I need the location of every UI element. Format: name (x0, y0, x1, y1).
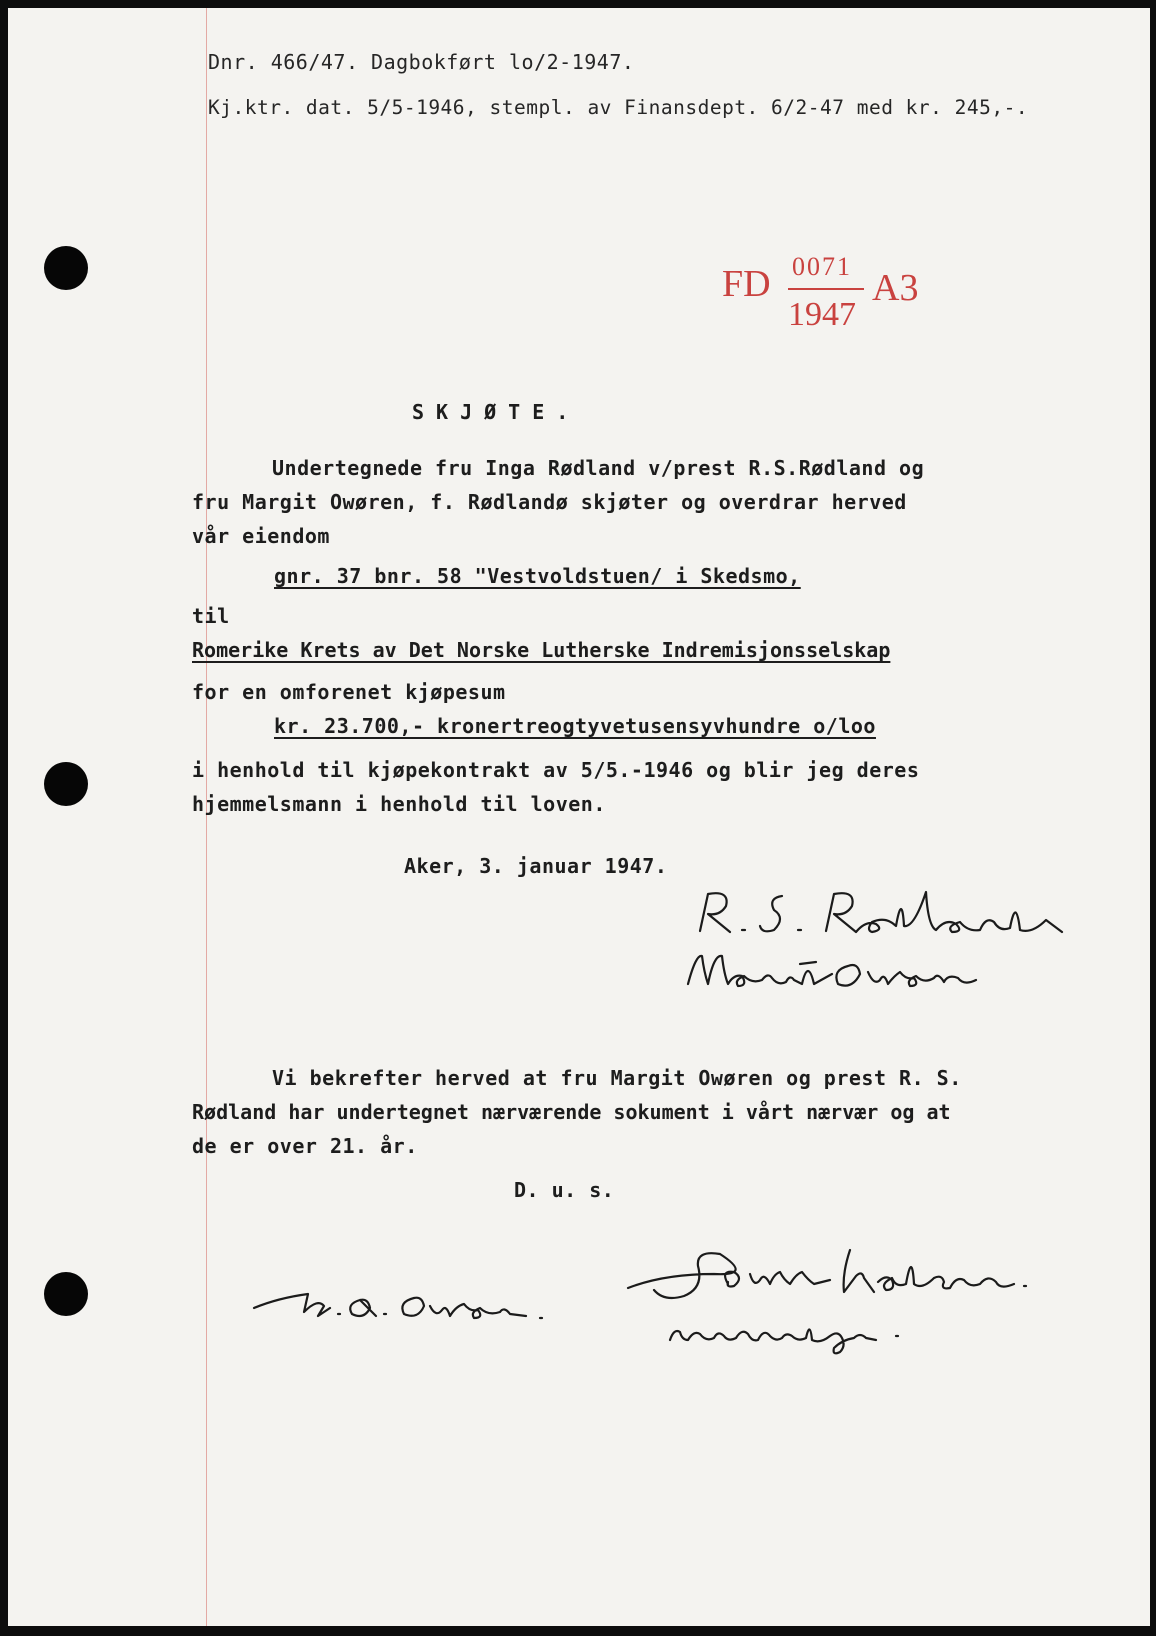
place-date: Aker, 3. januar 1947. (404, 854, 668, 878)
price-intro: for en omforenet kjøpesum (192, 680, 506, 704)
punch-hole-middle (44, 762, 88, 806)
property-designation: gnr. 37 bnr. 58 "Vestvoldstuen/ i Skedsmo, (274, 564, 801, 588)
para2-line2: hjemmelsmann i henhold til loven. (192, 792, 606, 816)
to-word: til (192, 604, 230, 628)
para1-line2: fru Margit Owøren, f. Rødlandø skjøter og overdrar herved (192, 490, 907, 514)
stamp-number: 0071 (792, 252, 852, 281)
para1-line1: Undertegnede fru Inga Rødland v/prest R.S.Rødland og (272, 456, 925, 480)
stamp-bar (788, 288, 864, 290)
document-title: SKJØTE. (412, 400, 581, 424)
stamp-suffix: A3 (872, 267, 919, 309)
para1-line3: vår eiendom (192, 524, 330, 548)
margin-line (206, 8, 207, 1626)
signature-witness-2 (624, 1244, 1054, 1360)
stamp-year: 1947 (788, 296, 856, 333)
stamp-prefix: FD (722, 263, 771, 305)
para2-line1: i henhold til kjøpekontrakt av 5/5.-1946 og blir jeg deres (192, 758, 920, 782)
registration-stamp (722, 252, 942, 342)
punch-hole-top (44, 246, 88, 290)
signature-witness-1 (248, 1278, 568, 1328)
punch-hole-bottom (44, 1272, 88, 1316)
document-page (8, 8, 1150, 1626)
witness-line3: de er over 21. år. (192, 1134, 418, 1158)
closing-dus: D. u. s. (514, 1178, 615, 1202)
header-registration: Dnr. 466/47. Dagbokført lo/2-1947. (208, 50, 635, 74)
header-contract: Kj.ktr. dat. 5/5-1946, stempl. av Finansdept. 6/2-47 med kr. 245,-. (208, 96, 1029, 119)
purchase-price: kr. 23.700,- kronertreogtyvetusensyvhundre o/loo (274, 714, 876, 738)
buyer-name: Romerike Krets av Det Norske Lutherske Indremisjonsselskap (192, 638, 891, 662)
signature-owren (682, 944, 1002, 1004)
witness-line2: Rødland har undertegnet nærværende sokument i vårt nærvær og at (192, 1100, 951, 1124)
witness-line1: Vi bekrefter herved at fru Margit Owøren og prest R. S. (272, 1066, 962, 1090)
signature-rodland (690, 886, 1110, 946)
